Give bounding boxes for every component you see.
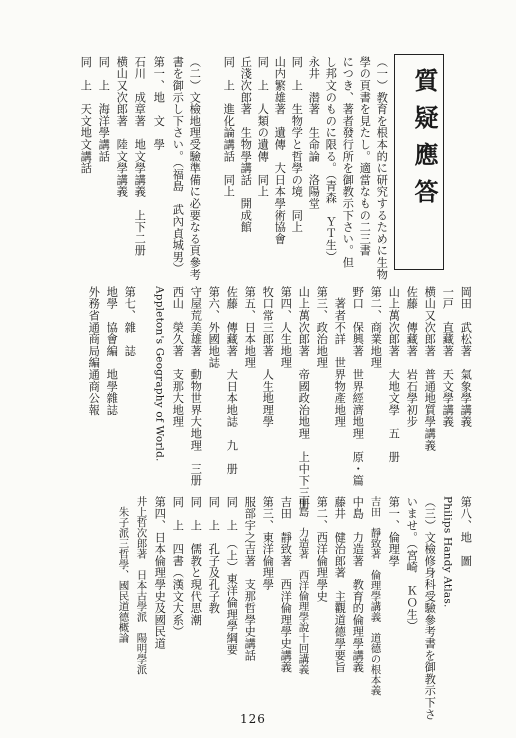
- text-column: 丘淺次郎著 生物學講話 開成館: [239, 56, 253, 233]
- text-column: 第五、日本地理: [243, 286, 257, 369]
- text-column: 吉田 靜致著 倫理學講義 道德の根本義: [369, 496, 382, 696]
- text-column: 同 上 人類の遺傳 同上: [256, 56, 270, 198]
- text-column: 野口 保興著 世界經濟地理 原・篇: [351, 286, 365, 487]
- text-column: 同 上 孔子及孔子教: [207, 496, 221, 614]
- text-column: 横山又次郎著 陸文學講義: [115, 56, 129, 198]
- text-column: Appleton's Geography of World.: [153, 286, 166, 462]
- text-column: （二）文檢地理受驗準備に必要なる頁參考: [188, 56, 202, 281]
- text-column: 第四、人生地理: [279, 286, 293, 369]
- text-column: 第一、倫理學: [387, 496, 401, 567]
- text-column: 第三、東洋倫理學: [261, 496, 275, 591]
- text-column: 第一、地 文 學: [152, 56, 166, 151]
- page-number: 126: [240, 712, 266, 726]
- text-column: 同 上 生物学と哲學の境 同上: [290, 56, 304, 233]
- text-column: 吉田 靜致著 西洋倫理學史講義: [279, 496, 293, 673]
- text-column: 同 上 天文地文講話: [79, 56, 93, 174]
- text-column: し邦文のものに限る。（青森 ＹＴ生）: [324, 56, 338, 263]
- text-column: 學の頁書を見たし。適當なもの二三書: [358, 56, 372, 257]
- text-column: につき、著者發行所を御教示下さい。但: [341, 56, 355, 269]
- text-column: 山内繁雄著 遺傳 大日本學術協會: [273, 56, 287, 245]
- text-column: 著者不詳 世界物產地理: [333, 286, 347, 428]
- text-column: 服部宇之吉著 支那哲學史講話: [243, 496, 257, 662]
- text-column: 西山 榮久著 支那大地理: [171, 286, 185, 428]
- text-column: 第四、日本倫理學史及國民道: [153, 496, 167, 650]
- text-column: 地學 協會編 地學雜誌: [105, 286, 119, 416]
- text-column: 中島 力造著 西洋倫理學說十回講義: [297, 496, 310, 675]
- text-column: 佐藤 傳藏著 岩石學初步: [405, 286, 419, 428]
- text-column: 山上萬次郎著 帝國政治地理 上中下三册: [297, 286, 311, 511]
- text-column: 佐藤 傳藏著 大日本地誌 九 册: [225, 286, 239, 475]
- text-column: 外務省通商局編通商公報: [87, 286, 101, 416]
- text-column: 永井 潜著 生命論 洛陽堂: [307, 56, 321, 210]
- text-column: 山上萬次郎著 大地文學 五 册: [387, 286, 401, 463]
- text-column: （三）文檢修身科受驗參考書を御教示下さ: [423, 496, 437, 721]
- text-column: 一戸 直藏著 天文學講義: [441, 286, 455, 428]
- text-column: 第二、商業地理: [369, 286, 383, 369]
- text-column: 牧口常三郎著 人生地理學: [261, 286, 275, 428]
- text-column: 横山又次郎著 普通地質學講義: [423, 286, 437, 452]
- text-column: 第七、雜 誌: [123, 286, 137, 357]
- text-column: 書を御示し下さい。（福島 武內貞城男）: [171, 56, 185, 275]
- text-column: （一）教育を根本的に研究するために生物: [375, 56, 389, 281]
- text-column: 石川 成章著 地文學講義 上下二册: [133, 56, 147, 257]
- text-column: 同 上 進化論講話 同上: [222, 56, 236, 198]
- text-column: 第二、西洋倫理學史: [315, 496, 329, 603]
- text-column: 藤井 健治郎著 主觀道德學要旨: [333, 496, 347, 673]
- text-column: 同 上 海洋學講話: [97, 56, 111, 163]
- text-column: 第六、外國地誌: [207, 286, 221, 369]
- text-column: 同 上 四書（漢文大系）: [171, 496, 185, 638]
- text-column: いませ。（宮崎 ＫＯ生）: [405, 496, 419, 632]
- text-column: 井上哲次郎著 日本古學派 陽明學派: [135, 496, 148, 675]
- text-column: 中島 力造著 教育的倫理學講義: [351, 496, 365, 673]
- text-column: 第八、地 圖: [459, 496, 473, 567]
- text-column: 守屋荒美雄著 動物世界大地理 三册: [189, 286, 203, 487]
- text-column: 第三、政治地理: [315, 286, 329, 369]
- page-title: 質疑應答: [410, 68, 439, 216]
- text-column: Philips Handy Atlas.: [441, 496, 454, 608]
- text-column: 岡田 武松著 氣象學講義: [459, 286, 473, 428]
- text-column: 朱子派三哲學、國民道德概論: [117, 496, 130, 643]
- text-column: 同 上 （上）東洋倫理學綱要: [225, 496, 239, 656]
- text-column: 同 上 儒教と現代思潮: [189, 496, 203, 626]
